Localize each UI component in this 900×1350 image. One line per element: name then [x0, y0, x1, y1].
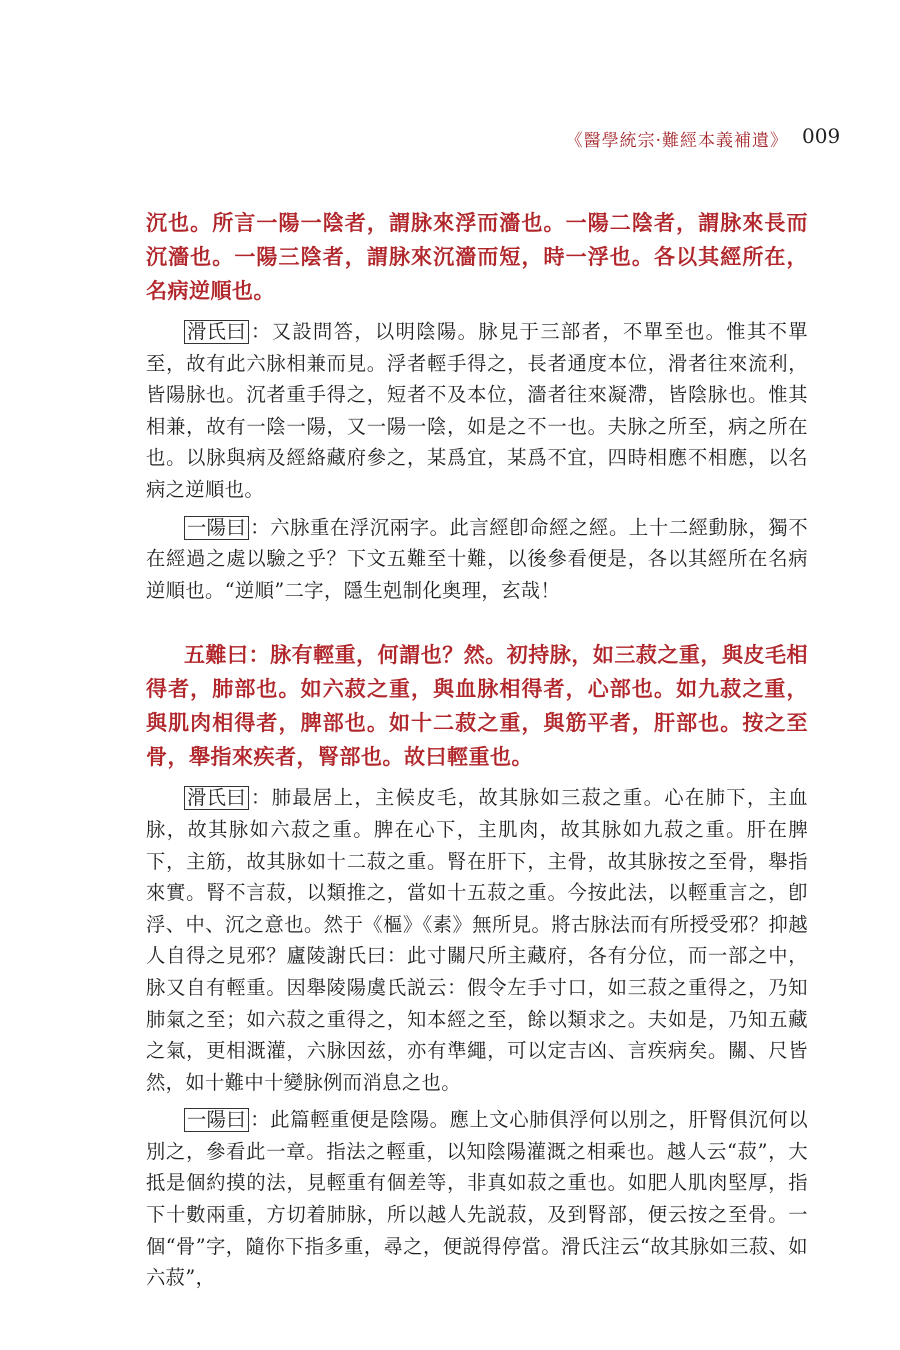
commentary-yiyang [146, 1104, 808, 1294]
classic-text-continued: 沉也。所言一陽一陰者，謂脉來浮而濇也。一陽二陰者，謂脉來長而沉濇也。一陽三陰者，謂脉來沉濇而短，時一浮也。各以其經所在，名病逆順也。 [146, 210, 808, 303]
commentary-text: ：此篇輕重便是陰陽。應上文心肺俱浮何以別之，肝腎俱沉何以別之，參看此一章。指法之輕重，以知陰陽灌溉之相乘也。越人云“菽”，大抵是個約摸的法，見輕重有個差等，非真如菽之重也。如肥人肌肉堅厚，指下十數兩重，方切着肺脉，所以越人先説菽，及到腎部，便云按之至骨。一個“骨”字，隨你下指多重，尋之，便説得停當。滑氏注云“故其脉如三菽、如六菽”， [146, 1108, 808, 1290]
commentary-text: ：六脉重在浮沉兩字。此言經卽命經之經。上十二經動脉，獨不在經過之處以驗之乎？下文五難至十難，以後參看便是，各以其經所在名病逆順也。“逆順”二字，隱生剋制化奥理，玄哉！ [146, 515, 808, 602]
page-body [146, 206, 808, 1294]
commentator-label-box: 滑氏曰 [184, 786, 249, 810]
commentator-label-box: 一陽曰 [184, 1108, 249, 1132]
commentary-text: ：又設問答，以明陰陽。脉見于三部者，不單至也。惟其不單至，故有此六脉相兼而見。浮者輕手得之，長者通度本位，滑者往來流利，皆陽脉也。沉者重手得之，短者不及本位，濇者往來凝滯，皆陰脉也。惟其相兼，故有一陰一陽，又一陽一陰，如是之不一也。夫脉之所至，病之所在也。以脉與病及經絡藏府參之，某爲宜，某爲不宜，四時相應不相應，以名病之逆順也。 [146, 320, 808, 501]
commentary-yiyang [146, 512, 808, 607]
classic-text-difficulty-5: 五難曰：脉有輕重，何謂也？然。初持脉，如三菽之重，與皮毛相得者，肺部也。如六菽之重，與血脉相得者，心部也。如九菽之重，與肌肉相得者，脾部也。如十二菽之重，與筋平者，肝部也。按之至骨，舉指來疾者，腎部也。故曰輕重也。 [146, 642, 808, 770]
commentator-label-box: 滑氏曰 [184, 320, 249, 344]
running-header: 《醫學統宗·難經本義補遺》 009 [565, 124, 841, 151]
commentary-text: ：肺最居上，主候皮毛，故其脉如三菽之重。心在肺下，主血脉，故其脉如六菽之重。脾在心下，主肌肉，故其脉如九菽之重。肝在脾下，主筋，故其脉如十二菽之重。腎在肝下，主骨，故其脉按之至骨，舉指來實。腎不言菽，以類推之，當如十五菽之重。今按此法，以輕重言之，卽浮、中、沉之意也。然于《樞》《素》無所見。將古脉法而有所授受邪？抑越人自得之見邪？廬陵謝氏曰：此寸關尺所主藏府，各有分位，而一部之中，脉又自有輕重。因舉陵陽虞氏説云：假令左手寸口，如三菽之重得之，乃知肺氣之至；如六菽之重得之，知本經之至，餘以類求之。夫如是，乃知五藏之氣，更相溉灌，六脉因兹，亦有準繩，可以定吉凶、言疾病矣。關、尺皆然，如十難中十變脉例而消息之也。 [146, 786, 808, 1094]
book-title: 《醫學統宗·難經本義補遺》 [565, 131, 788, 151]
commentator-label-box: 一陽曰 [184, 516, 249, 540]
commentary-hua [146, 316, 808, 506]
commentary-hua [146, 782, 808, 1098]
